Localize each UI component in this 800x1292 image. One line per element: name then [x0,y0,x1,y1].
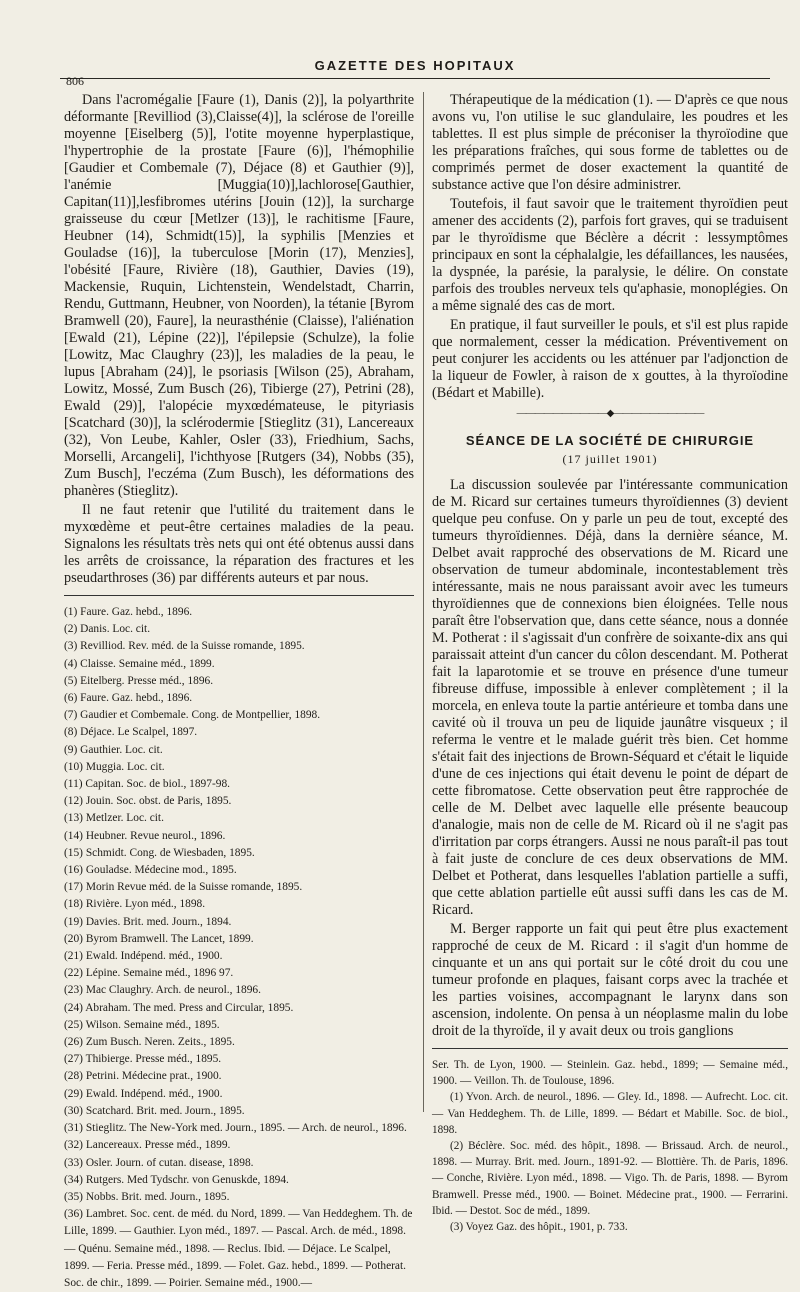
reference-item: (25) Wilson. Semaine méd., 1895. [64,1018,220,1031]
reference-item: (1) Faure. Gaz. hebd., 1896. [64,606,193,618]
reference-item: (30) Scatchard. Brit. med. Journ., 1895. [64,1104,245,1117]
section-ornament: ——————————◆—————————— [516,408,704,419]
reference-item: (31) Stieglitz. The New-York med. Journ., 1895. — Arch. de neurol., 1896. [64,1122,407,1135]
reference-item: (15) Schmidt. Cong. de Wiesbaden, 1895. [64,846,255,859]
reference-item: (12) Jouin. Soc. obst. de Paris, 1895. [64,795,232,808]
reference-item: (36) Lambret. Soc. cent. de méd. du Nord, 1899. — Van Heddeghem. Th. de Lille, 1899. — Gauthier. Lyon méd., 1897. — Pascal. Arch. de méd., 1898. — Quénu. Semaine méd., 1898. — Reclus. Ibid. — Déjace. Le Scalpel, 1899. — Feria. Presse méd., 1899. — Folet. Gaz. hebd., 1899. — Potherat. Soc. de chir., 1899. — Poirier. Semaine méd., 1900.— [64,1208,413,1289]
reference-item: (27) Thibierge. Presse méd., 1895. [64,1053,222,1066]
reference-item: (3) Revilliod. Rev. méd. de la Suisse romande, 1895. [64,640,305,653]
reference-item: (35) Nobbs. Brit. med. Journ., 1895. [64,1190,230,1203]
reference-item: (10) Muggia. Loc. cit. [64,760,165,773]
reference-item: (24) Abraham. The med. Press and Circular, 1895. [64,1001,294,1014]
reference-item: (4) Claisse. Semaine méd., 1899. [64,657,215,670]
footnote: (3) Voyez Gaz. des hôpit., 1901, p. 733. [450,1221,628,1234]
reference-item: (11) Capitan. Soc. de biol., 1897-98. [64,778,230,791]
footnote: Ser. Th. de Lyon, 1900. — Steinlein. Gaz. hebd., 1899; — Semaine méd., 1900. — Veillon. Th. de Toulouse, 1896. [432,1059,788,1088]
reference-list [64,604,414,1292]
reference-item: (2) Danis. Loc. cit. [64,623,151,636]
footnote-rule [64,595,414,596]
footnote: (1) Yvon. Arch. de neurol., 1896. — Gley. Id., 1898. — Aufrecht. Loc. cit. — Van Heddeghem. Th. de Lille, 1899. — Bédart et Mabille. Soc. de biol., 1898. [432,1091,788,1136]
body-paragraph: M. Berger rapporte un fait qui peut être plus exactement rapproché de ceux de M. Ricard : il s'agit d'un homme de cinquante et un ans qui portait sur le côté droit du cou une tumeur profonde en plaques, faisant corps avec la trachée et les parties voisines, accompagnant le larynx dans son ascension, indolente. On pensa à un néoplasme malin du lobe droit de la thyroïde, il y avait deux ou trois ganglions [432,921,788,1039]
column-divider [423,92,424,1112]
reference-item: (33) Osler. Journ. of cutan. disease, 1898. [64,1156,254,1169]
footnote-rule [432,1048,788,1049]
reference-item: (23) Mac Claughry. Arch. de neurol., 1896. [64,984,261,997]
left-column [64,92,414,1292]
body-paragraph: Dans l'acromégalie [Faure (1), Danis (2)], la polyarthrite déformante [Revilliod (3),Claisse(4)], la sclérose de l'oreille moyenne [Eiselberg (5)], l'otite moyenne hyperplastique, l'hypertrophie de la prostate [Faure (6)], l'hémophilie [Gaudier et Combemale (7), Déjace (8) et Gauthier (9)], l'anémie [Muggia(10)],lachlorose[Gauthier, Capitan(11)],lesfibromes utérins [Jouin (12)], la surcharge graisseuse du cœur [Metlzer (13)], le rachitisme [Faure, Heubner (14), Schmidt(15)], la syphilis [Menzies et Gouladse (16)], la tuberculose [Morin (17), Menzies], l'obésité [Faure, Rivière (18), Gauthier, Davies (19), Mackensie, Ruquin, Lichtenstein, Wendelstadt, Charrin, Rendu, Guttmann, Heubner, von Noorden), la tétanie [Byrom Bramwell (20), Faure], la neurasthénie (Claisse), l'aliénation [Ewald (21), Lépine (22)], l'épilepsie (Schulze), la folie [Lowitz, Mac Claughry (23)], les maladies de la peau, le lupus [Abraham (24)], le psoriasis [Wilson (25), Abraham, Lowitz, Mossé, Zum Busch (26), Tibierge (27), Petrini (28), Ewald (29)], l'alopécie myxœdémateuse, le pityriasis [Scatchard (30)], la sclérodermie [Stieglitz (31), Lancereaux (32), Von Leube, Kahler, Osler (33), Friedhium, Sachs, Morselli, Arcangeli], l'ichthyose [Rutgers (34), Nobbs (35), Zum Busch], l'eczéma (Zum Busch), les déformations des phanères (Stieglitz). [64,92,414,499]
body-paragraph: Toutefois, il faut savoir que le traitement thyroïdien peut amener des accidents (2), parfois fort graves, qui se traduisent par le thyroïdisme que Béclère a décrit : lessymptômes principaux en sont la céphalalgie, les défaillances, les nausées, la dyspnée, la parésie, la paralysie, le délire. On constate parfois des troubles nerveux tels qu'aphasie, monoplégies. On a même signalé des cas de mort. [432,196,788,314]
reference-item: (34) Rutgers. Med Tydschr. von Genuskde, 1894. [64,1173,289,1186]
page-number: 806 [66,74,84,88]
reference-item: (13) Metlzer. Loc. cit. [64,812,164,825]
reference-item: (22) Lépine. Semaine méd., 1896 97. [64,967,234,980]
reference-item: (6) Faure. Gaz. hebd., 1896. [64,692,193,705]
reference-item: (21) Ewald. Indépend. méd., 1900. [64,950,223,963]
body-paragraph: Thérapeutique de la médication (1). — D'après ce que nous avons vu, l'on utilise le suc glandulaire, les poudres et les tablettes. Il est plus simple de préconiser la thyroïodine que les préparations fraîches, qui sous forme de tablettes ou de comprimés permet de doser exactement la quantité de substance active que l'on désire administrer. [432,92,788,193]
reference-item: (9) Gauthier. Loc. cit. [64,743,163,756]
footnote: (2) Béclère. Soc. méd. des hôpit., 1898. — Brissaud. Arch. de neurol., 1898. — Murray. Brit. med. Journ., 1891-92. — Blottière. Th. de Paris, 1896. — Conche, Rivière. Lyon méd., 1898. — Vigo. Th. de Paris, 1898. — Byrom Bramwell. Presse méd., 1900. — Boinet. Médecine prat., 1900. — Ferrarini. Ibid. — Destot. Soc de méd., 1899. [432,1140,788,1217]
reference-item: (8) Déjace. Le Scalpel, 1897. [64,726,198,739]
reference-item: (18) Rivière. Lyon méd., 1898. [64,898,206,911]
section-date: (17 juillet 1901) [562,452,658,466]
right-column [432,92,788,1235]
reference-item: (32) Lancereaux. Presse méd., 1899. [64,1139,231,1152]
reference-item: (19) Davies. Brit. med. Journ., 1894. [64,915,232,928]
reference-item: (28) Petrini. Médecine prat., 1900. [64,1070,222,1083]
body-paragraph: En pratique, il faut surveiller le pouls, et s'il est plus rapide que normalement, cesser la médication. Préventivement on peut conjurer les accidents ou les atténuer par l'adjonction de la liqueur de Fowler, à raison de x gouttes, à la thyroïodine (Bédart et Mabille). [432,317,788,401]
page-header [60,56,770,88]
reference-item: (17) Morin Revue méd. de la Suisse romande, 1895. [64,881,303,894]
body-paragraph: Il ne faut retenir que l'utilité du traitement dans le myxœdème et peut-être certaines maladies de la peau. Signalons les résultats très nets qui ont été obtenus aussi dans les arrêts de croissance, la réparation des fractures et les pseudarthroses (36) par différents auteurs et par nous. [64,502,414,586]
reference-item: (14) Heubner. Revue neurol., 1896. [64,829,226,842]
reference-item: (20) Byrom Bramwell. The Lancet, 1899. [64,932,254,945]
reference-item: (7) Gaudier et Combemale. Cong. de Montpellier, 1898. [64,709,321,722]
section-title: SÉANCE DE LA SOCIÉTÉ DE CHIRURGIE [465,433,755,448]
reference-item: (5) Eitelberg. Presse méd., 1896. [64,674,214,687]
body-paragraph: La discussion soulevée par l'intéressante communication de M. Ricard sur certaines tumeurs thyroïdiennes (3) devient quelque peu confuse. On y parle un peu de tout, excepté des tumeurs thyroïdiennes. Déjà, dans la dernière séance, M. Delbet avait rapproché des observations de M. Ricard une observation de tumeur abdominale, incontestablement très intéressante, mais ne nous paraissant avoir avec les tumeurs thyroïdiennes que de connexions bien éloignées. Telle nous paraît être l'observation que, dans cette séance, nous a donnée M. Potherat : il s'agissait d'un confrère de soixante-dix ans qui paraissait atteint d'un cancer du côlon descendant. M. Potherat fait la laparotomie et se trouve en présence d'une tumeur fibreuse diffuse, impossible à enlever complètement ; il la morcela, en enleva toute la partie antérieure et tomba dans une cavité où il trouva un peu de liquide jaunâtre visqueux ; il referma le ventre et le malade guérit très bien. Cet homme s'était fait des injections de Brown-Séquard et c'était le liquide d'une de ces injections qui était devenu le point de départ de cette fibromatose. Cette observation peut être rapprochée de celle de M. Delbet avec laquelle elle présente beaucoup d'analogie, mais non de celle de M. Ricard où il ne s'agit pas d'irritation par corps étrangers. Aussi ne nous paraît-il pas tout à fait juste de conclure de ces deux observations de MM. Delbet et Potherat, dans lesquelles l'ablation partielle a suffi, que cette ablation partielle eût aussi suffi dans les cas de M. Ricard. [432,477,788,918]
journal-title: GAZETTE DES HOPITAUX [314,58,516,73]
reference-item: (16) Gouladse. Médecine mod., 1895. [64,864,237,877]
reference-item: (29) Ewald. Indépend. méd., 1900. [64,1087,223,1100]
reference-item: (26) Zum Busch. Neren. Zeits., 1895. [64,1036,235,1049]
